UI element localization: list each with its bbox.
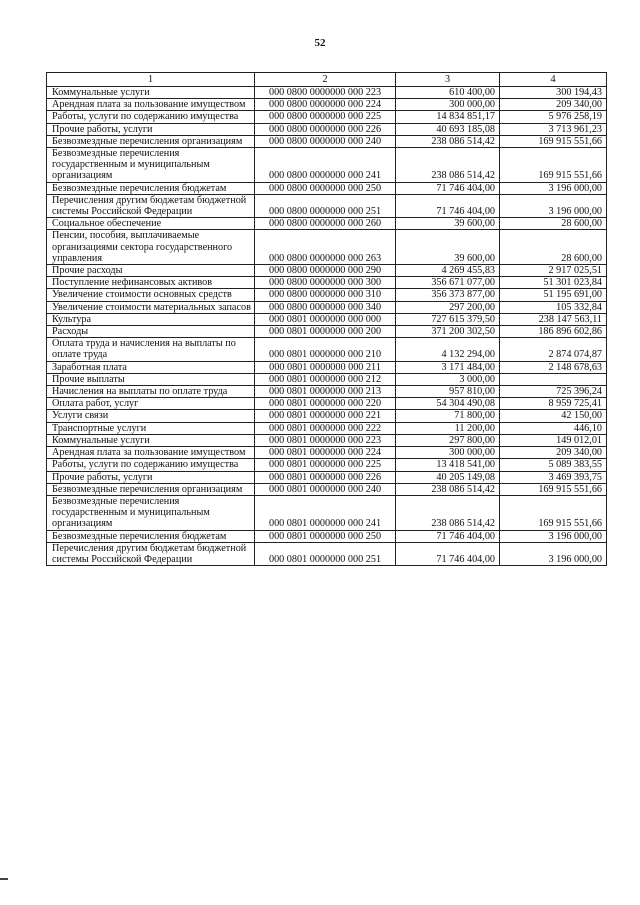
table-row <box>47 230 607 265</box>
row-code-cell: 000 0801 0000000 000 226 <box>255 471 396 483</box>
row-name-cell: Арендная плата за пользование имуществом <box>47 99 255 111</box>
row-name-cell: Социальное обеспечение <box>47 218 255 230</box>
row-name-cell: Работы, услуги по содержанию имущества <box>47 111 255 123</box>
column-header: 2 <box>255 73 396 87</box>
row-value-actual-cell: 3 713 961,23 <box>500 123 607 135</box>
row-code-cell: 000 0801 0000000 000 224 <box>255 447 396 459</box>
row-value-actual-cell: 209 340,00 <box>500 99 607 111</box>
table-row <box>47 542 607 565</box>
row-value-actual-cell: 149 012,01 <box>500 434 607 446</box>
table-row <box>47 530 607 542</box>
row-code-cell: 000 0801 0000000 000 222 <box>255 422 396 434</box>
row-value-actual-cell: 51 301 023,84 <box>500 277 607 289</box>
row-name-cell: Прочие выплаты <box>47 373 255 385</box>
row-value-actual-cell: 169 915 551,66 <box>500 483 607 495</box>
row-code-cell: 000 0800 0000000 000 241 <box>255 148 396 183</box>
row-value-plan-cell: 238 086 514,42 <box>396 495 500 530</box>
row-value-plan-cell: 238 086 514,42 <box>396 148 500 183</box>
row-code-cell: 000 0801 0000000 000 210 <box>255 338 396 361</box>
table-row <box>47 483 607 495</box>
row-value-plan-cell: 39 600,00 <box>396 230 500 265</box>
row-name-cell: Безвозмездные перечисления государственным и муниципальным организациям <box>47 495 255 530</box>
table-row <box>47 373 607 385</box>
row-value-plan-cell: 39 600,00 <box>396 218 500 230</box>
table-row <box>47 410 607 422</box>
row-code-cell: 000 0800 0000000 000 263 <box>255 230 396 265</box>
row-value-actual-cell: 169 915 551,66 <box>500 148 607 183</box>
page-number: 52 <box>314 37 326 49</box>
table-row <box>47 338 607 361</box>
row-value-actual-cell: 300 194,43 <box>500 87 607 99</box>
row-name-cell: Безвозмездные перечисления организациям <box>47 483 255 495</box>
table-row <box>47 218 607 230</box>
row-value-plan-cell: 356 373 877,00 <box>396 289 500 301</box>
row-code-cell: 000 0800 0000000 000 225 <box>255 111 396 123</box>
row-value-plan-cell: 300 000,00 <box>396 447 500 459</box>
table-row <box>47 87 607 99</box>
row-value-actual-cell: 2 148 678,63 <box>500 361 607 373</box>
row-code-cell: 000 0800 0000000 000 310 <box>255 289 396 301</box>
row-code-cell: 000 0801 0000000 000 241 <box>255 495 396 530</box>
row-name-cell: Арендная плата за пользование имуществом <box>47 447 255 459</box>
table-row <box>47 313 607 325</box>
row-code-cell: 000 0800 0000000 000 250 <box>255 182 396 194</box>
row-value-actual-cell: 186 896 602,86 <box>500 326 607 338</box>
row-value-plan-cell: 957 810,00 <box>396 386 500 398</box>
row-code-cell: 000 0801 0000000 000 200 <box>255 326 396 338</box>
row-value-actual-cell: 51 195 691,00 <box>500 289 607 301</box>
row-name-cell: Прочие работы, услуги <box>47 471 255 483</box>
row-value-actual-cell: 3 196 000,00 <box>500 194 607 217</box>
row-code-cell: 000 0801 0000000 000 212 <box>255 373 396 385</box>
row-value-actual-cell: 3 196 000,00 <box>500 530 607 542</box>
row-code-cell: 000 0800 0000000 000 251 <box>255 194 396 217</box>
row-value-plan-cell: 14 834 851,17 <box>396 111 500 123</box>
column-header: 3 <box>396 73 500 87</box>
row-name-cell: Коммунальные услуги <box>47 87 255 99</box>
row-code-cell: 000 0801 0000000 000 251 <box>255 542 396 565</box>
row-name-cell: Начисления на выплаты по оплате труда <box>47 386 255 398</box>
row-value-plan-cell: 610 400,00 <box>396 87 500 99</box>
row-code-cell: 000 0800 0000000 000 240 <box>255 135 396 147</box>
table-row <box>47 301 607 313</box>
row-value-plan-cell: 356 671 077,00 <box>396 277 500 289</box>
table-row <box>47 386 607 398</box>
row-code-cell: 000 0801 0000000 000 240 <box>255 483 396 495</box>
row-value-plan-cell: 727 615 379,50 <box>396 313 500 325</box>
row-value-actual-cell: 169 915 551,66 <box>500 135 607 147</box>
row-value-actual-cell: 209 340,00 <box>500 447 607 459</box>
column-header: 4 <box>500 73 607 87</box>
row-value-plan-cell: 371 200 302,50 <box>396 326 500 338</box>
row-name-cell: Перечисления другим бюджетам бюджетной системы Российской Федерации <box>47 542 255 565</box>
row-value-actual-cell: 3 196 000,00 <box>500 182 607 194</box>
table-row <box>47 123 607 135</box>
row-name-cell: Безвозмездные перечисления государственным и муниципальным организациям <box>47 148 255 183</box>
row-code-cell: 000 0801 0000000 000 220 <box>255 398 396 410</box>
row-value-actual-cell: 5 976 258,19 <box>500 111 607 123</box>
row-value-actual-cell: 2 874 074,87 <box>500 338 607 361</box>
row-value-plan-cell: 71 746 404,00 <box>396 530 500 542</box>
row-value-plan-cell: 4 269 455,83 <box>396 265 500 277</box>
row-code-cell: 000 0800 0000000 000 300 <box>255 277 396 289</box>
row-value-actual-cell <box>500 373 607 385</box>
row-name-cell: Культура <box>47 313 255 325</box>
table-row <box>47 135 607 147</box>
row-code-cell: 000 0801 0000000 000 213 <box>255 386 396 398</box>
row-name-cell: Коммунальные услуги <box>47 434 255 446</box>
table-row <box>47 289 607 301</box>
row-code-cell: 000 0801 0000000 000 250 <box>255 530 396 542</box>
table-row <box>47 495 607 530</box>
row-name-cell: Безвозмездные перечисления бюджетам <box>47 182 255 194</box>
row-value-plan-cell: 71 746 404,00 <box>396 182 500 194</box>
table-row <box>47 361 607 373</box>
row-value-actual-cell: 28 600,00 <box>500 230 607 265</box>
row-name-cell: Прочие работы, услуги <box>47 123 255 135</box>
row-value-plan-cell: 54 304 490,08 <box>396 398 500 410</box>
row-value-actual-cell: 725 396,24 <box>500 386 607 398</box>
row-name-cell: Заработная плата <box>47 361 255 373</box>
row-code-cell: 000 0800 0000000 000 226 <box>255 123 396 135</box>
row-value-actual-cell: 238 147 563,11 <box>500 313 607 325</box>
row-name-cell: Прочие расходы <box>47 265 255 277</box>
row-code-cell: 000 0800 0000000 000 224 <box>255 99 396 111</box>
table-row <box>47 182 607 194</box>
row-value-plan-cell: 71 800,00 <box>396 410 500 422</box>
row-name-cell: Транспортные услуги <box>47 422 255 434</box>
table-row <box>47 434 607 446</box>
row-value-plan-cell: 3 171 484,00 <box>396 361 500 373</box>
table-row <box>47 398 607 410</box>
row-code-cell: 000 0800 0000000 000 290 <box>255 265 396 277</box>
row-code-cell: 000 0800 0000000 000 223 <box>255 87 396 99</box>
row-name-cell: Увеличение стоимости основных средств <box>47 289 255 301</box>
row-value-plan-cell: 297 800,00 <box>396 434 500 446</box>
row-name-cell: Оплата работ, услуг <box>47 398 255 410</box>
row-name-cell: Расходы <box>47 326 255 338</box>
row-value-actual-cell: 42 150,00 <box>500 410 607 422</box>
row-value-actual-cell: 169 915 551,66 <box>500 495 607 530</box>
table-row <box>47 326 607 338</box>
row-value-actual-cell: 446,10 <box>500 422 607 434</box>
row-code-cell: 000 0801 0000000 000 211 <box>255 361 396 373</box>
row-value-plan-cell: 238 086 514,42 <box>396 135 500 147</box>
table-row <box>47 459 607 471</box>
row-code-cell: 000 0800 0000000 000 260 <box>255 218 396 230</box>
table-row <box>47 265 607 277</box>
row-value-plan-cell: 11 200,00 <box>396 422 500 434</box>
row-name-cell: Безвозмездные перечисления бюджетам <box>47 530 255 542</box>
row-name-cell: Услуги связи <box>47 410 255 422</box>
row-value-actual-cell: 5 089 383,55 <box>500 459 607 471</box>
row-value-actual-cell: 2 917 025,51 <box>500 265 607 277</box>
row-value-actual-cell: 105 332,84 <box>500 301 607 313</box>
row-name-cell: Оплата труда и начисления на выплаты по оплате труда <box>47 338 255 361</box>
table-row <box>47 148 607 183</box>
table-row <box>47 471 607 483</box>
row-name-cell: Увеличение стоимости материальных запасов <box>47 301 255 313</box>
row-code-cell: 000 0801 0000000 000 225 <box>255 459 396 471</box>
budget-table <box>46 72 607 566</box>
row-value-actual-cell: 28 600,00 <box>500 218 607 230</box>
table-row <box>47 99 607 111</box>
header-row <box>47 73 607 87</box>
row-name-cell: Перечисления другим бюджетам бюджетной системы Российской Федерации <box>47 194 255 217</box>
row-value-plan-cell: 297 200,00 <box>396 301 500 313</box>
table-row <box>47 447 607 459</box>
row-code-cell: 000 0801 0000000 000 221 <box>255 410 396 422</box>
row-name-cell: Поступление нефинансовых активов <box>47 277 255 289</box>
row-value-plan-cell: 71 746 404,00 <box>396 194 500 217</box>
row-value-plan-cell: 40 205 149,08 <box>396 471 500 483</box>
row-name-cell: Безвозмездные перечисления организациям <box>47 135 255 147</box>
row-value-actual-cell: 3 196 000,00 <box>500 542 607 565</box>
table-row <box>47 422 607 434</box>
row-value-actual-cell: 8 959 725,41 <box>500 398 607 410</box>
table-row <box>47 194 607 217</box>
row-value-plan-cell: 13 418 541,00 <box>396 459 500 471</box>
row-name-cell: Работы, услуги по содержанию имущества <box>47 459 255 471</box>
table-row <box>47 111 607 123</box>
row-code-cell: 000 0800 0000000 000 340 <box>255 301 396 313</box>
row-value-plan-cell: 238 086 514,42 <box>396 483 500 495</box>
row-value-plan-cell: 71 746 404,00 <box>396 542 500 565</box>
row-value-plan-cell: 3 000,00 <box>396 373 500 385</box>
table-row <box>47 277 607 289</box>
row-code-cell: 000 0801 0000000 000 223 <box>255 434 396 446</box>
row-code-cell: 000 0801 0000000 000 000 <box>255 313 396 325</box>
margin-mark <box>0 878 8 880</box>
row-value-plan-cell: 40 693 185,08 <box>396 123 500 135</box>
row-value-plan-cell: 300 000,00 <box>396 99 500 111</box>
row-name-cell: Пенсии, пособия, выплачиваемые организациями сектора государственного управления <box>47 230 255 265</box>
table-body <box>47 87 607 566</box>
row-value-plan-cell: 4 132 294,00 <box>396 338 500 361</box>
row-value-actual-cell: 3 469 393,75 <box>500 471 607 483</box>
column-header: 1 <box>47 73 255 87</box>
